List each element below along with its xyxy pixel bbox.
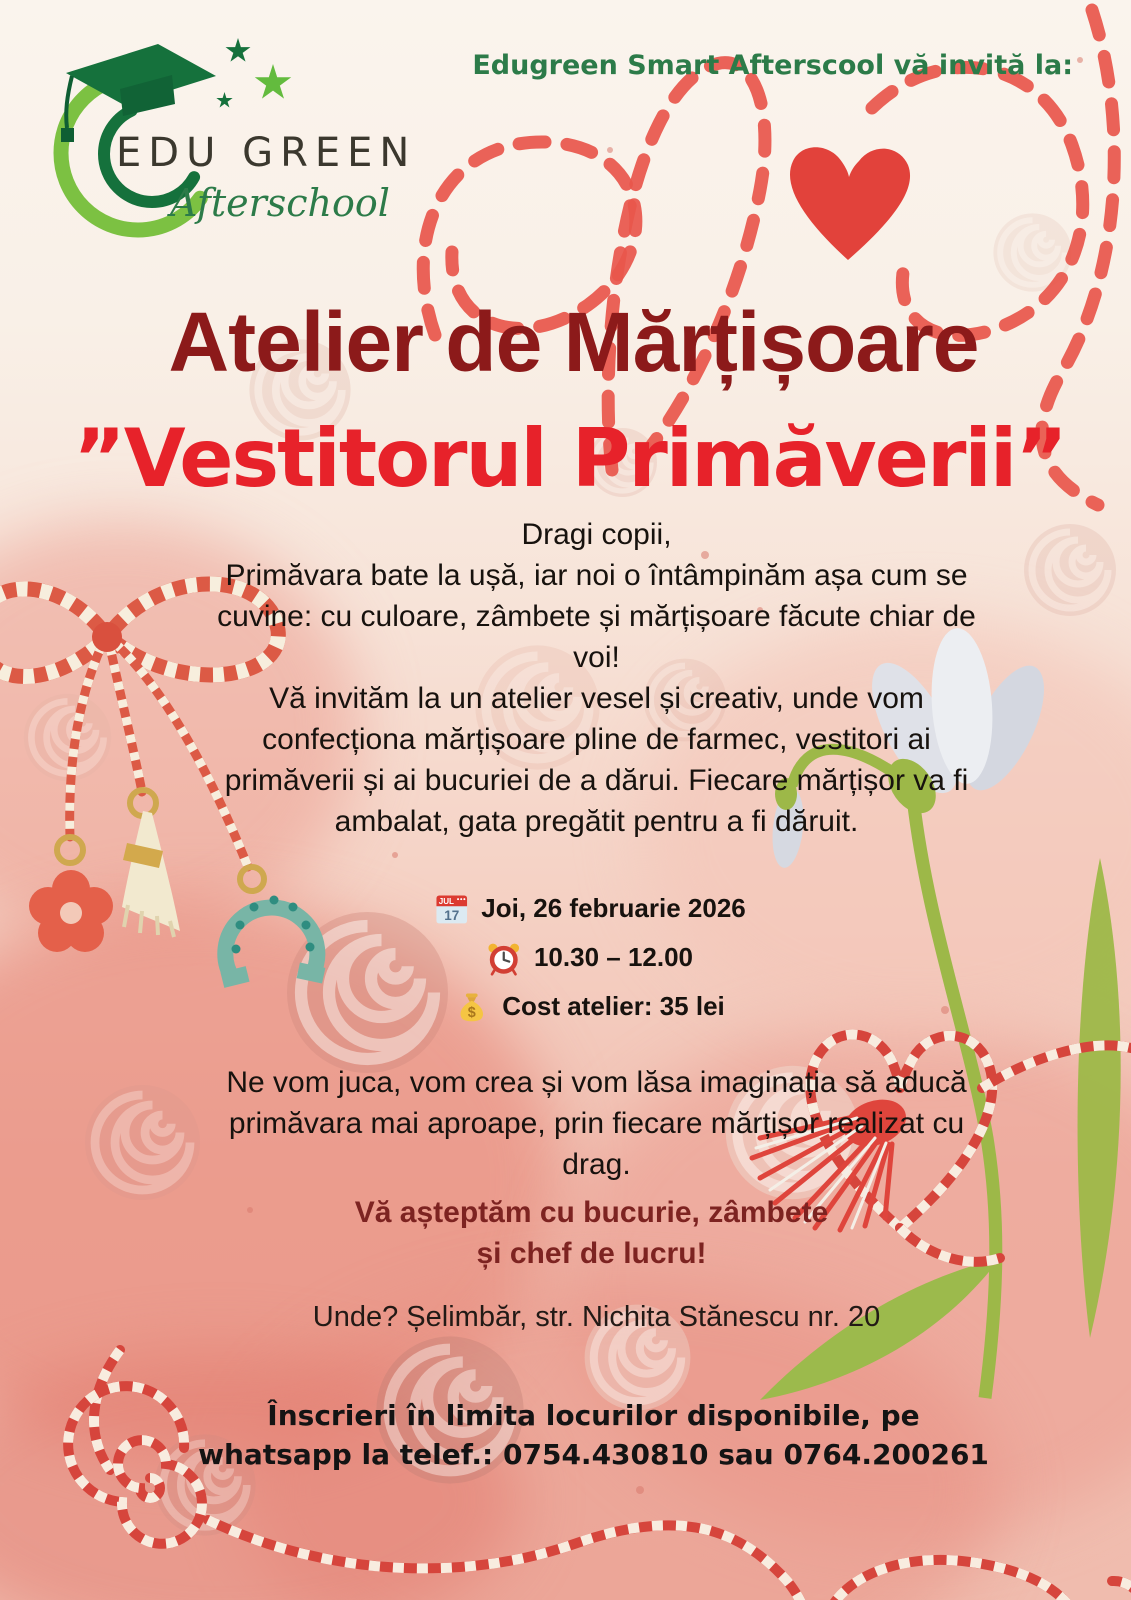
event-details — [433, 884, 745, 1031]
horseshoe-charm — [220, 896, 325, 988]
logo-tagline: Afterschool — [170, 181, 390, 225]
star-icon — [255, 64, 291, 99]
bow-knot — [92, 622, 122, 652]
registration-info — [198, 1396, 989, 1474]
intro-paragraph-1: Primăvara bate la ușă, iar noi o întâmpinăm așa cum se cuvine: cu culoare, zâmbete și mărțișoare făcute chiar de voi! — [217, 559, 976, 674]
page-title: Atelier de Mărțișoare — [168, 295, 979, 389]
star-icon — [216, 92, 232, 107]
logo-wordmark: EDU GREEN — [116, 130, 417, 176]
star-icon — [226, 38, 251, 62]
cost-row — [433, 982, 745, 1031]
event-time: 10.30 – 12.00 — [533, 942, 694, 972]
currency-symbol: $ — [468, 1004, 477, 1021]
date-row — [433, 884, 745, 933]
highlight-text — [355, 1192, 829, 1274]
invitation-line: Edugreen Smart Afterscool vă invită la: — [472, 50, 1073, 81]
flower-charm — [29, 870, 113, 952]
location-line: Unde? Șelimbăr, str. Nichita Stănescu nr. 20 — [312, 1301, 881, 1333]
event-date: Joi, 26 februarie 2026 — [481, 893, 746, 923]
event-cost: Cost atelier: 35 lei — [502, 991, 725, 1021]
tassel-charm — [122, 811, 180, 937]
time-row — [433, 933, 745, 982]
alarm-clock-icon — [486, 940, 522, 976]
calendar-icon — [433, 891, 469, 927]
page-subtitle: ”Vestitorul Primăverii” — [73, 412, 1066, 505]
outro-paragraph: Ne vom juca, vom crea și vom lăsa imaginația să aducă primăvara mai aproape, prin fiecare mărțișor realizat cu drag. — [226, 1066, 967, 1181]
highlight-line-1: Vă așteptăm cu bucurie, zâmbete — [354, 1196, 829, 1229]
logo — [20, 26, 420, 246]
outro-text — [194, 1062, 1000, 1185]
intro-text — [194, 514, 1000, 842]
calendar-month-label: JUL — [438, 896, 454, 906]
calendar-day-label: 17 — [443, 907, 459, 923]
money-bag-icon — [454, 989, 490, 1025]
intro-paragraph-2: Vă invităm la un atelier vesel și creativ, unde vom confecționa mărțișoare pline de farmec, vestitori ai primăverii și ai bucuriei de a dărui. Fiecare mărțișor va fi ambalat, gata pregătit pentru a fi dăruit. — [224, 682, 969, 838]
intro-greeting: Dragi copii, — [521, 518, 672, 551]
registration-line-2: whatsapp la telef.: 0754.430810 sau 0764.200261 — [198, 1438, 989, 1471]
highlight-line-2: și chef de lucru! — [476, 1237, 707, 1270]
registration-line-1: Înscrieri în limita locurilor disponibile, pe — [267, 1399, 920, 1432]
heart-icon — [790, 147, 910, 260]
